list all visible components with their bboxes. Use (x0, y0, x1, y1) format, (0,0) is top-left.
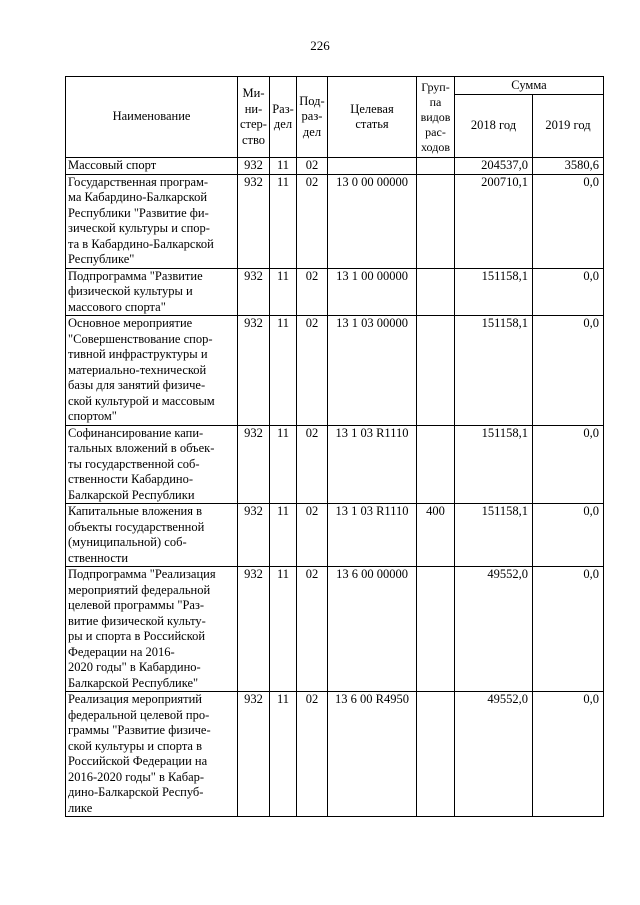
row-ministry: 932 (238, 268, 270, 316)
row-group (417, 268, 455, 316)
row-2018: 204537,0 (455, 158, 533, 175)
row-name: Подпрограмма "Развитие физической культуры и массового спорта" (66, 268, 238, 316)
row-subsection: 02 (297, 692, 328, 817)
budget-table (65, 76, 604, 817)
header-subsection (297, 77, 328, 158)
row-2019: 0,0 (533, 174, 604, 268)
row-target: 13 1 00 00000 (328, 268, 417, 316)
row-2018: 151158,1 (455, 504, 533, 567)
row-2018: 200710,1 (455, 174, 533, 268)
table-row (66, 158, 604, 175)
header-target-text: Целевая статья (350, 101, 394, 131)
row-2019: 0,0 (533, 504, 604, 567)
row-group (417, 567, 455, 692)
row-name: Софинансирование капи- тальных вложений в объек- ты государственной соб- ственности Кабардино- Балкарской Республики (66, 425, 238, 504)
row-name: Подпрограмма "Реализация мероприятий федеральной целевой программы "Раз- витие физической культу- ры и спорта в Российской Федерации на 2016- 2020 годы" в Кабардино- Балкарской Республике" (66, 567, 238, 692)
row-2018: 49552,0 (455, 567, 533, 692)
row-subsection: 02 (297, 174, 328, 268)
row-2018: 151158,1 (455, 425, 533, 504)
row-target: 13 1 03 R1110 (328, 504, 417, 567)
header-group-text: Груп- па видов рас- ходов (420, 79, 451, 154)
row-subsection: 02 (297, 268, 328, 316)
row-section: 11 (270, 504, 297, 567)
table-row (66, 174, 604, 268)
row-group (417, 692, 455, 817)
row-target: 13 6 00 R4950 (328, 692, 417, 817)
row-name: Массовый спорт (66, 158, 238, 175)
row-2019: 0,0 (533, 425, 604, 504)
row-ministry: 932 (238, 425, 270, 504)
table-row (66, 567, 604, 692)
row-section: 11 (270, 316, 297, 426)
row-2019: 3580,6 (533, 158, 604, 175)
table-row (66, 268, 604, 316)
row-2018: 49552,0 (455, 692, 533, 817)
row-subsection: 02 (297, 158, 328, 175)
row-ministry: 932 (238, 504, 270, 567)
row-subsection: 02 (297, 567, 328, 692)
table-row (66, 316, 604, 426)
row-subsection: 02 (297, 316, 328, 426)
row-subsection: 02 (297, 425, 328, 504)
header-ministry-text: Ми- ни- стер- ство (240, 86, 267, 147)
row-2018: 151158,1 (455, 268, 533, 316)
row-2019: 0,0 (533, 567, 604, 692)
row-group (417, 425, 455, 504)
row-section: 11 (270, 692, 297, 817)
header-group (417, 77, 455, 158)
row-section: 11 (270, 268, 297, 316)
row-2019: 0,0 (533, 692, 604, 817)
row-target (328, 158, 417, 175)
row-ministry: 932 (238, 567, 270, 692)
row-target: 13 1 03 R1110 (328, 425, 417, 504)
row-section: 11 (270, 158, 297, 175)
table-row (66, 504, 604, 567)
row-2019: 0,0 (533, 316, 604, 426)
row-ministry: 932 (238, 158, 270, 175)
row-target: 13 6 00 00000 (328, 567, 417, 692)
row-ministry: 932 (238, 316, 270, 426)
row-target: 13 1 03 00000 (328, 316, 417, 426)
header-2019: 2019 год (533, 95, 604, 158)
row-section: 11 (270, 425, 297, 504)
header-subsection-text: Под- раз- дел (299, 93, 325, 139)
page-number: 226 (310, 38, 330, 53)
header-section (270, 77, 297, 158)
row-name: Реализация мероприятий федеральной целевой про- граммы "Развитие физиче- ской культуры и спорта в Российской Федерации на 2016-2020 годы" в Кабар- дино-Балкарской Респуб- лике (66, 692, 238, 817)
row-section: 11 (270, 567, 297, 692)
row-name: Государственная програм- ма Кабардино-Балкарской Республики "Развитие фи- зической культуры и спор- та в Кабардино-Балкарской Республике" (66, 174, 238, 268)
row-name: Основное мероприятие "Совершенствование спор- тивной инфраструктуры и материально-технической базы для занятий физиче- ской культурой и массовым спортом" (66, 316, 238, 426)
row-section: 11 (270, 174, 297, 268)
row-target: 13 0 00 00000 (328, 174, 417, 268)
row-subsection: 02 (297, 504, 328, 567)
row-name: Капитальные вложения в объекты государственной (муниципальной) соб- ственности (66, 504, 238, 567)
row-ministry: 932 (238, 174, 270, 268)
table-row (66, 425, 604, 504)
header-target (328, 77, 417, 158)
header-ministry (238, 77, 270, 158)
row-group (417, 174, 455, 268)
table-row (66, 692, 604, 817)
row-group: 400 (417, 504, 455, 567)
row-group (417, 158, 455, 175)
row-group (417, 316, 455, 426)
header-section-text: Раз- дел (272, 101, 294, 131)
row-2019: 0,0 (533, 268, 604, 316)
row-2018: 151158,1 (455, 316, 533, 426)
header-name: Наименование (66, 77, 238, 158)
header-2018: 2018 год (455, 95, 533, 158)
header-sum: Сумма (455, 77, 604, 95)
row-ministry: 932 (238, 692, 270, 817)
